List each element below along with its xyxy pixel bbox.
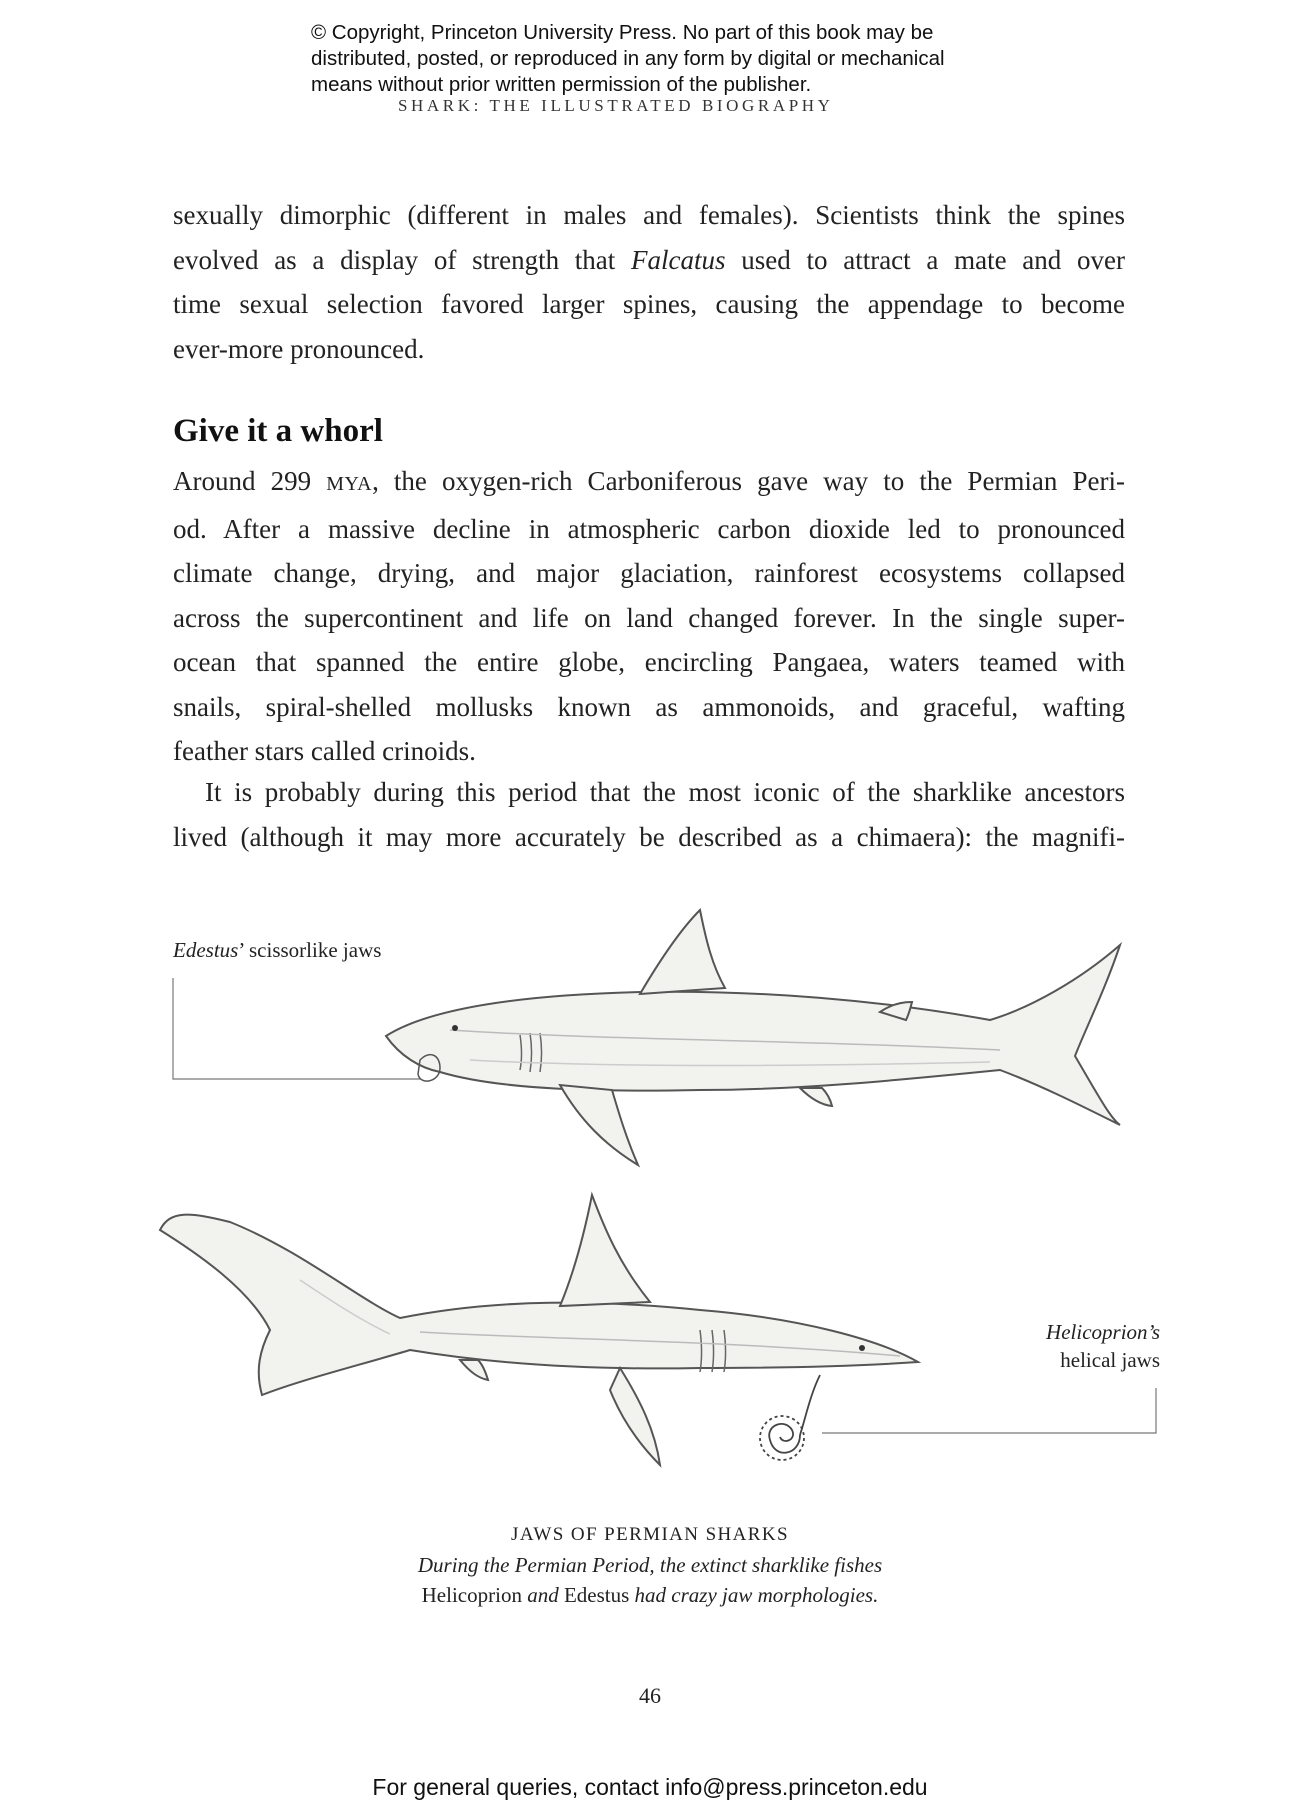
label-text: helical jaws: [1060, 1348, 1160, 1372]
caption-title: JAWS OF PERMIAN SHARKS: [511, 1524, 789, 1545]
text-line: ocean that spanned the entire globe, encircling Pangaea, waters teamed with: [173, 647, 1125, 677]
text-line: It is probably during this period that the most iconic of the sharklike ancestors: [205, 777, 1125, 807]
helicoprion-shark: [160, 1195, 918, 1465]
genus-name: Edestus: [563, 1583, 630, 1607]
caption-line: [300, 1550, 1000, 1580]
label-text: ’ scissorlike jaws: [238, 938, 382, 962]
text-span: evolved as a display of strength that: [173, 244, 632, 275]
genus-name: Helicoprion: [421, 1583, 522, 1607]
copyright-line: means without prior written permission of the publisher.: [311, 73, 812, 96]
genus-name: Helicoprion’s: [1046, 1320, 1160, 1344]
caption-text: had crazy jaw morphologies.: [629, 1583, 879, 1607]
genus-name: Edestus: [173, 938, 239, 962]
text-line: across the supercontinent and life on land changed forever. In the single super-: [173, 602, 1125, 633]
helicoprion-leader-line: [822, 1388, 1156, 1433]
edestus-leader-line: [173, 978, 420, 1079]
running-head: SHARK: THE ILLUSTRATED BIOGRAPHY: [398, 96, 834, 115]
text-line: lived (although it may more accurately be described as a chimaera): the magnifi-: [173, 821, 1125, 852]
caption-text: During the Permian Period, the extinct sharklike fishes: [417, 1553, 883, 1577]
figure-caption: [300, 1520, 1000, 1610]
genus-name: Falcatus: [631, 244, 726, 275]
text-line: time sexual selection favored larger spines, causing the appendage to become: [173, 289, 1125, 319]
text-span: Around 299: [173, 466, 327, 496]
edestus-shark: [386, 910, 1120, 1165]
text-line: od. After a massive decline in atmospheric carbon dioxide led to pronounced: [173, 513, 1125, 544]
page-number: 46: [639, 1683, 661, 1708]
edestus-jaws-label: [173, 936, 381, 964]
text-line: feather stars called crinoids.: [173, 736, 476, 766]
abbreviation: MYA: [326, 473, 373, 495]
section-heading: Give it a whorl: [173, 413, 383, 449]
caption-line: [300, 1580, 1000, 1610]
text-line: ever-more pronounced.: [173, 333, 425, 364]
text-line: sexually dimorphic (different in males and females). Scientists think the spines: [173, 200, 1125, 230]
text-span: , the oxygen-rich Carboniferous gave way to the Permian Peri-: [372, 466, 1125, 496]
footer-contact: For general queries, contact info@press.princeton.edu: [372, 1774, 928, 1800]
helical-jaw-spiral: [760, 1375, 820, 1460]
text-line: snails, spiral-shelled mollusks known as ammonoids, and graceful, wafting: [173, 691, 1125, 722]
helicoprion-jaws-label: [1020, 1318, 1160, 1374]
caption-text: and: [521, 1583, 564, 1607]
copyright-line: © Copyright, Princeton University Press. No part of this book may be: [311, 21, 934, 44]
copyright-line: distributed, posted, or reproduced in any form by digital or mechanical: [311, 47, 945, 70]
text-span: used to attract a mate and over: [725, 244, 1126, 275]
text-line: climate change, drying, and major glaciation, rainforest ecosystems collapsed: [173, 558, 1125, 588]
